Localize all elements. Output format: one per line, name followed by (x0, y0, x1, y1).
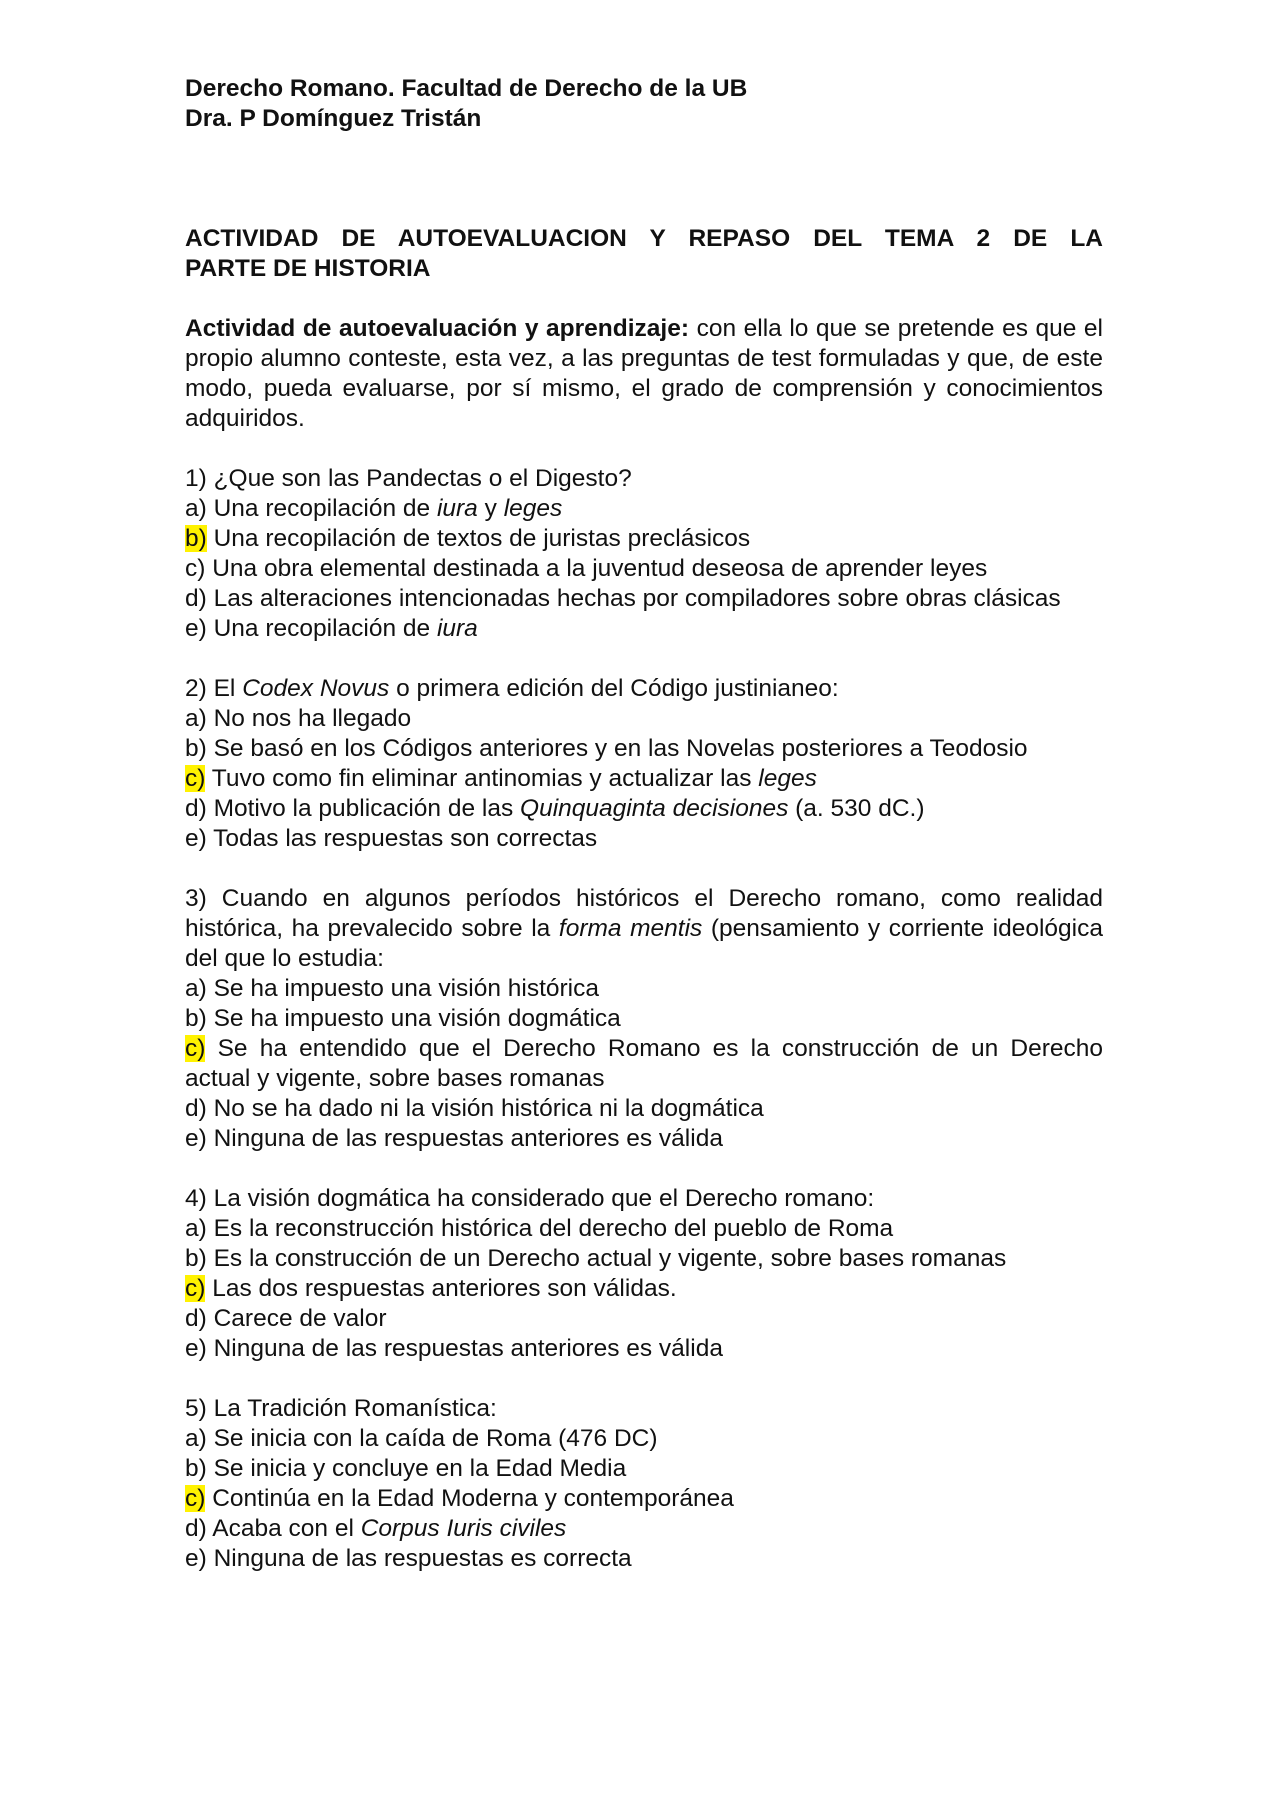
answer-highlight: b) (185, 525, 207, 552)
intro-paragraph (185, 314, 1103, 434)
option-d: d) No se ha dado ni la visión histórica ni la dogmática (185, 1095, 764, 1122)
intro-text: con ella lo que se pretende es que el propio alumno conteste, esta vez, a las preguntas de test formuladas y que, de este modo, pueda evaluarse, por sí mismo, el grado de comprensión y conocimientos adquiridos. (185, 315, 1103, 432)
question-5 (185, 1394, 1103, 1574)
option-b: b) Es la construcción de un Derecho actual y vigente, sobre bases romanas (185, 1245, 1007, 1272)
question-text: 1) ¿Que son las Pandectas o el Digesto? (185, 465, 632, 492)
option-c: c) Una obra elemental destinada a la juventud deseosa de aprender leyes (185, 555, 988, 582)
header-course: Derecho Romano. Facultad de Derecho de la UB (185, 75, 748, 102)
answer-highlight: c) (185, 1035, 206, 1062)
spacer (185, 434, 1103, 464)
option-e: e) Todas las respuestas son correctas (185, 825, 598, 852)
document-page (185, 74, 1103, 1574)
spacer (185, 644, 1103, 674)
option-a: a) No nos ha llegado (185, 705, 412, 732)
question-text: 4) La visión dogmática ha considerado que el Derecho romano: (185, 1185, 875, 1212)
option-e: e) Una recopilación de iura (185, 615, 478, 642)
option-c-correct: c) Tuvo como fin eliminar antinomias y actualizar las leges (185, 765, 817, 792)
question-3 (185, 884, 1103, 1154)
spacer (185, 1364, 1103, 1394)
title-line-2: PARTE DE HISTORIA (185, 255, 431, 282)
option-d: d) Las alteraciones intencionadas hechas por compiladores sobre obras clásicas (185, 585, 1061, 612)
spacer (185, 1154, 1103, 1184)
question-text: 2) El Codex Novus o primera edición del Código justinianeo: (185, 675, 839, 702)
option-c-correct: c) Las dos respuestas anteriores son válidas. (185, 1275, 677, 1302)
spacer (185, 284, 1103, 314)
title-line-1: ACTIVIDAD DE AUTOEVALUACION Y REPASO DEL TEMA 2 DE LA (185, 225, 1103, 252)
spacer (185, 134, 1103, 194)
option-d: d) Carece de valor (185, 1305, 387, 1332)
option-a: a) Una recopilación de iura y leges (185, 495, 563, 522)
question-text: 3) Cuando en algunos períodos históricos el Derecho romano, como realidad histórica, ha prevalecido sobre la forma mentis (pensamiento y corriente ideológica del que lo estudia: (185, 885, 1103, 972)
answer-highlight: c) (185, 1275, 206, 1302)
option-a: a) Se inicia con la caída de Roma (476 DC) (185, 1425, 658, 1452)
option-b: b) Se basó en los Códigos anteriores y en las Novelas posteriores a Teodosio (185, 735, 1028, 762)
option-b: b) Se ha impuesto una visión dogmática (185, 1005, 621, 1032)
option-a: a) Se ha impuesto una visión histórica (185, 975, 599, 1002)
option-e: e) Ninguna de las respuestas es correcta (185, 1545, 632, 1572)
question-2 (185, 674, 1103, 854)
header-author: Dra. P Domínguez Tristán (185, 105, 482, 132)
answer-highlight: c) (185, 765, 206, 792)
option-a: a) Es la reconstrucción histórica del derecho del pueblo de Roma (185, 1215, 894, 1242)
option-e: e) Ninguna de las respuestas anteriores es válida (185, 1125, 723, 1152)
document-title (185, 224, 1103, 284)
option-b-correct: b) Una recopilación de textos de juristas preclásicos (185, 525, 751, 552)
answer-highlight: c) (185, 1485, 206, 1512)
spacer (185, 194, 1103, 224)
question-text: 5) La Tradición Romanística: (185, 1395, 497, 1422)
option-e: e) Ninguna de las respuestas anteriores es válida (185, 1335, 723, 1362)
option-d: d) Acaba con el Corpus Iuris civiles (185, 1515, 567, 1542)
question-1 (185, 464, 1103, 644)
option-c-correct: c) Continúa en la Edad Moderna y contemporánea (185, 1485, 734, 1512)
spacer (185, 854, 1103, 884)
question-4 (185, 1184, 1103, 1364)
intro-label: Actividad de autoevaluación y aprendizaje: (185, 315, 690, 342)
option-c-correct: c) Se ha entendido que el Derecho Romano es la construcción de un Derecho actual y vigente, sobre bases romanas (185, 1035, 1103, 1092)
option-d: d) Motivo la publicación de las Quinquaginta decisiones (a. 530 dC.) (185, 795, 925, 822)
option-b: b) Se inicia y concluye en la Edad Media (185, 1455, 627, 1482)
